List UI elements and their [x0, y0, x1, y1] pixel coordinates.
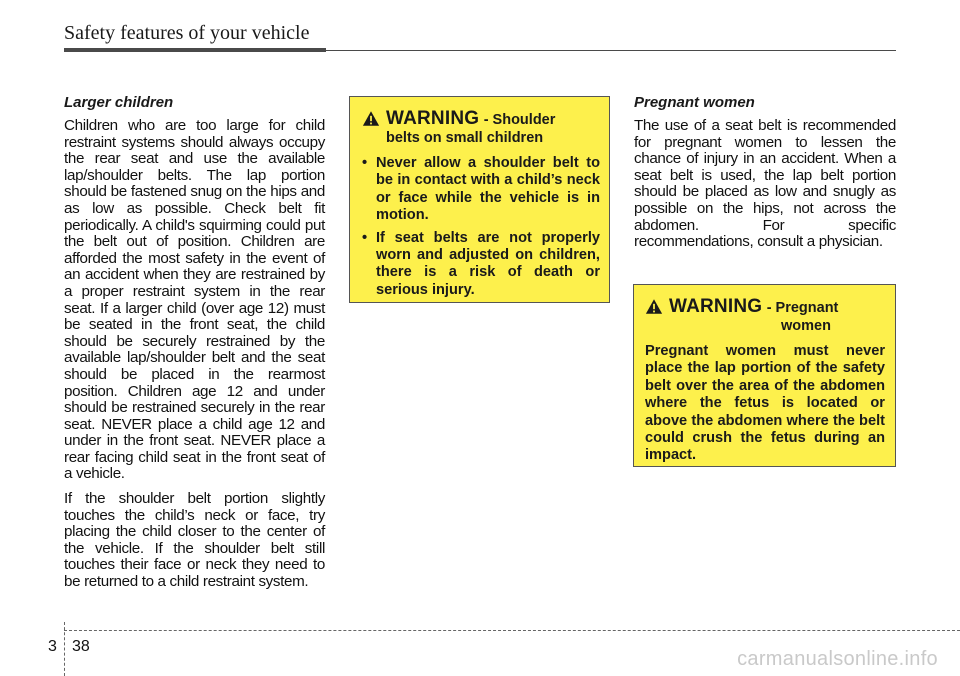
footer-dashed-rule: [64, 630, 960, 631]
paragraph: If the shoulder belt portion slightly touches the child’s neck or face, try placing the child closer to the center of the vehicle. If the shoulder belt still touches their face or neck they need to be returned to a child restraint system.: [64, 490, 325, 591]
warning-subtitle: - Pregnant: [766, 300, 839, 316]
footer-page-number: 38: [72, 638, 90, 655]
section-heading-larger-children: Larger children: [64, 94, 174, 111]
warning-word: WARNING: [669, 296, 763, 317]
footer-chapter-number: 3: [48, 638, 57, 655]
warning-word: WARNING: [386, 108, 480, 129]
warning-header: [645, 297, 885, 335]
right-column: [634, 94, 896, 259]
warning-subtitle-line2: women: [781, 318, 831, 334]
page-header-title: Safety features of your vehicle: [64, 22, 310, 44]
section-heading-pregnant-women: Pregnant women: [634, 94, 755, 111]
warning-bullet: • If seat belts are not properly worn and adjusted on children, there is a risk of death or serious injury.: [362, 230, 600, 300]
paragraph: Children who are too large for child restraint systems should always occupy the rear seat and use the available lap/shoulder belts. The lap portion should be fastened snug on the hips and as low as possible. Check belt fit periodically. A child's squirming could put the belt out of position. Children are afforded the most safety in the event of an accident when they are restrained by a proper restraint system in the rear seat. If a larger child (over age 12) must be seated in the front seat, the child should be securely restrained by the available lap/shoulder belt and the seat should be placed in the rearmost position. Children age 12 and under should be restrained securely in the rear seat. NEVER place a child age 12 and under in the front seat. NEVER place a rear facing child seat in the front seat of a vehicle.: [64, 117, 325, 483]
warning-subtitle-line2: belts on small children: [386, 130, 544, 146]
warning-box-pregnant-women: [633, 284, 896, 467]
header-rule-thick: [64, 48, 326, 52]
warning-body-text: Pregnant women must never place the lap portion of the safety belt over the area of the abdomen where the fetus is located or above the abdomen where the belt could crush the fetus during an impact.: [645, 343, 885, 464]
paragraph: The use of a seat belt is recommended for pregnant women to lessen the chance of injury in an accident. When a seat belt is used, the lap belt portion should be placed as low and snugly as possible on the hips, not across the abdomen. For specific recommendations, consult a physician.: [634, 117, 896, 251]
left-column: [64, 94, 325, 599]
header-rule-thin: [326, 50, 896, 51]
warning-triangle-icon: [645, 298, 663, 315]
warning-bullet: • Never allow a shoulder belt to be in contact with a child’s neck or face while the vehicle is in motion.: [362, 155, 600, 225]
warning-triangle-icon: [362, 110, 380, 127]
warning-box-shoulder-belts: [349, 96, 610, 303]
watermark-text: carmanualsonline.info: [737, 648, 938, 670]
warning-header: [362, 109, 600, 147]
warning-subtitle: - Shoulder: [483, 112, 556, 128]
footer-dashed-divider: [64, 622, 65, 676]
warning-bullet-list: [362, 155, 600, 299]
